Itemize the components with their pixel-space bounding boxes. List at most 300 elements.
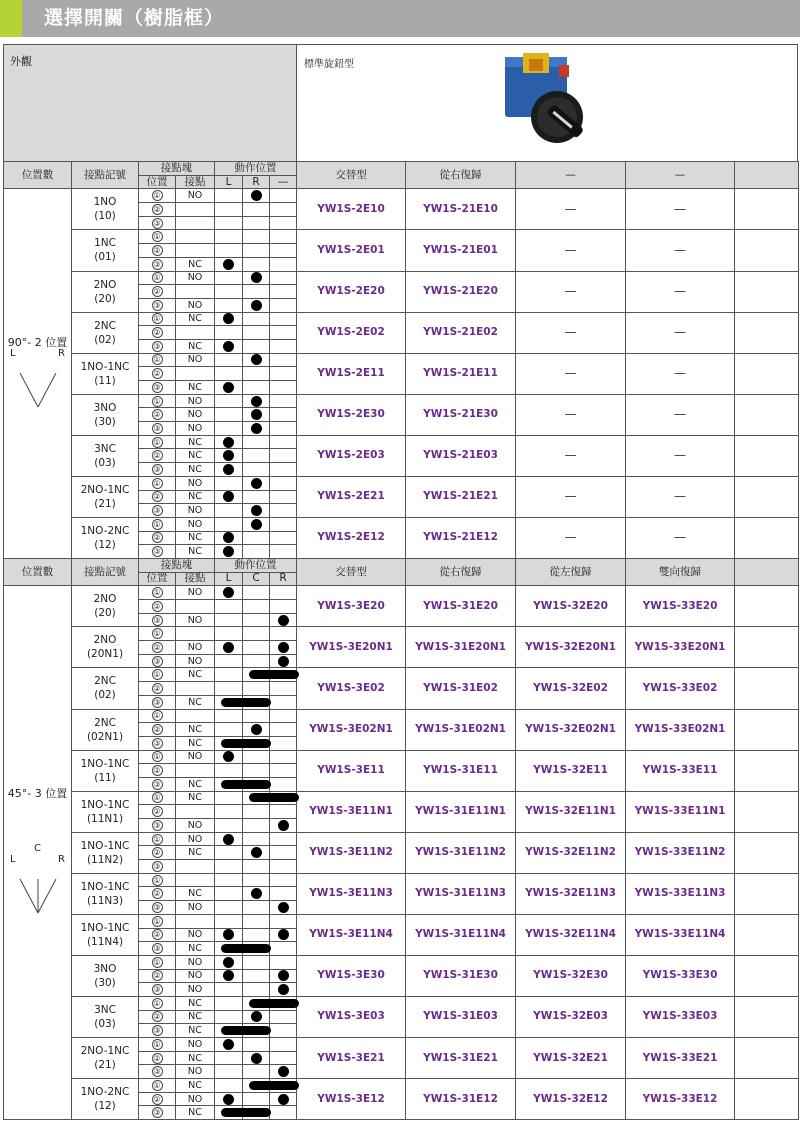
model-empty bbox=[735, 586, 799, 627]
contact-type: NO bbox=[176, 408, 215, 422]
contact-closed-dot bbox=[278, 984, 289, 995]
action-L bbox=[215, 394, 243, 408]
action-L bbox=[215, 600, 243, 614]
position-number: ③ bbox=[153, 1067, 161, 1077]
model-number: YW1S-32E12 bbox=[516, 1079, 626, 1120]
contact-type bbox=[176, 682, 215, 696]
action-L bbox=[215, 203, 243, 217]
position-number: ② bbox=[153, 971, 161, 981]
position-number: ③ bbox=[153, 1108, 161, 1118]
action-R bbox=[270, 955, 297, 969]
col-L: L bbox=[215, 175, 243, 189]
col-action-3: 動作位置 bbox=[215, 558, 297, 572]
action-R bbox=[270, 901, 297, 915]
col-right-return-3: 從右復歸 bbox=[406, 558, 516, 585]
model-dash: — bbox=[516, 312, 626, 353]
marking-name: 2NO bbox=[93, 278, 117, 291]
contact-closed-dot bbox=[251, 423, 262, 434]
contact-type: NO bbox=[176, 832, 215, 846]
contact-closed-dot bbox=[223, 642, 234, 653]
contact-marking bbox=[72, 394, 139, 435]
marking-code: (21) bbox=[94, 497, 116, 510]
contact-marking bbox=[72, 791, 139, 832]
position-number: ① bbox=[153, 437, 161, 447]
marking-code: (02N1) bbox=[86, 730, 124, 743]
contact-closed-dot bbox=[223, 532, 234, 543]
contact-closed-bar bbox=[221, 1026, 271, 1035]
position-number: ② bbox=[153, 369, 161, 379]
position-number: ② bbox=[153, 492, 161, 502]
position-number: ① bbox=[153, 793, 161, 803]
action-R bbox=[270, 613, 297, 627]
contact-type: NO bbox=[176, 517, 215, 531]
contact-closed-dot bbox=[223, 382, 234, 393]
action-L bbox=[215, 381, 243, 395]
contact-type: NC bbox=[176, 723, 215, 737]
position-number: ③ bbox=[153, 382, 161, 392]
diagram-center-label: C bbox=[34, 843, 41, 855]
model-dash: — bbox=[516, 230, 626, 271]
marking-code: (11N1) bbox=[86, 812, 124, 825]
header-accent bbox=[0, 0, 22, 37]
model-number: YW1S-3E11 bbox=[297, 750, 406, 791]
model-number: YW1S-32E20 bbox=[516, 586, 626, 627]
marking-name: 2NC bbox=[94, 716, 116, 729]
action-L bbox=[215, 531, 243, 545]
position-cell bbox=[139, 1106, 176, 1120]
action-C bbox=[243, 846, 270, 860]
model-dash: — bbox=[626, 476, 735, 517]
model-empty bbox=[735, 914, 799, 955]
table-row bbox=[4, 1038, 799, 1052]
contact-type: NC bbox=[176, 791, 215, 805]
contact-type bbox=[176, 914, 215, 928]
contact-closed-dot bbox=[223, 450, 234, 461]
position-cell bbox=[139, 860, 176, 874]
action-L bbox=[215, 476, 243, 490]
action-R bbox=[243, 230, 270, 244]
contact-type: NC bbox=[176, 1106, 215, 1120]
position-cell bbox=[139, 654, 176, 668]
model-number: YW1S-33E30 bbox=[626, 955, 735, 996]
marking-name: 3NC bbox=[94, 1003, 116, 1016]
position-cell bbox=[139, 326, 176, 340]
action-L bbox=[215, 750, 243, 764]
contact-type: NO bbox=[176, 969, 215, 983]
marking-code: (30) bbox=[94, 415, 116, 428]
contact-closed-dot bbox=[251, 888, 262, 899]
table-row bbox=[4, 791, 799, 805]
position-number: ③ bbox=[153, 779, 161, 789]
model-dash: — bbox=[626, 435, 735, 476]
position-number: ② bbox=[153, 533, 161, 543]
model-dash: — bbox=[516, 476, 626, 517]
model-number: YW1S-2E21 bbox=[297, 476, 406, 517]
model-number: YW1S-32E02N1 bbox=[516, 709, 626, 750]
position-cell bbox=[139, 668, 176, 682]
action-L bbox=[215, 408, 243, 422]
action-L bbox=[215, 805, 243, 819]
contact-closed-dot bbox=[251, 505, 262, 516]
position-cell bbox=[139, 914, 176, 928]
marking-code: (20N1) bbox=[86, 648, 124, 661]
action-R bbox=[270, 887, 297, 901]
action-L bbox=[215, 928, 243, 942]
action-C bbox=[243, 682, 270, 696]
model-dash: — bbox=[516, 435, 626, 476]
action-R bbox=[270, 846, 297, 860]
contact-type: NO bbox=[176, 476, 215, 490]
action-dash bbox=[270, 394, 297, 408]
contact-type: NC bbox=[176, 1010, 215, 1024]
table-row bbox=[4, 873, 799, 887]
model-number: YW1S-33E11N3 bbox=[626, 873, 735, 914]
action-dash bbox=[270, 490, 297, 504]
contact-type: NC bbox=[176, 531, 215, 545]
col-positions-3: 位置數 bbox=[4, 558, 72, 585]
table-row bbox=[4, 353, 799, 367]
three-position-section bbox=[4, 558, 799, 1119]
contact-closed-bar bbox=[221, 1108, 271, 1117]
contact-closed-dot bbox=[251, 1011, 262, 1022]
col-both-return-3: 雙向復歸 bbox=[626, 558, 735, 585]
contact-closed-dot bbox=[251, 272, 262, 283]
position-cell bbox=[139, 463, 176, 477]
marking-name: 1NO-1NC bbox=[80, 798, 130, 811]
position-number: ① bbox=[153, 875, 161, 885]
action-dash bbox=[270, 449, 297, 463]
position-cell bbox=[139, 942, 176, 956]
position-number: ③ bbox=[153, 547, 161, 557]
appearance-type-label: 標準旋鈕型 bbox=[304, 59, 354, 70]
model-number: YW1S-3E20 bbox=[297, 586, 406, 627]
marking-name: 1NO-2NC bbox=[80, 1086, 130, 1099]
model-number: YW1S-21E12 bbox=[406, 517, 516, 558]
action-dash bbox=[270, 203, 297, 217]
action-dash bbox=[270, 422, 297, 436]
contact-type bbox=[176, 805, 215, 819]
position-number: ① bbox=[153, 232, 161, 242]
model-number: YW1S-31E03 bbox=[406, 996, 516, 1037]
action-R bbox=[243, 463, 270, 477]
model-number: YW1S-21E10 bbox=[406, 189, 516, 230]
action-R bbox=[243, 504, 270, 518]
action-L bbox=[215, 791, 243, 805]
action-C bbox=[243, 914, 270, 928]
action-R bbox=[270, 764, 297, 778]
marking-code: (11N2) bbox=[86, 853, 124, 866]
position-cell bbox=[139, 435, 176, 449]
action-C bbox=[243, 709, 270, 723]
position-cell bbox=[139, 408, 176, 422]
contact-type: NO bbox=[176, 1038, 215, 1052]
position-number: ③ bbox=[153, 464, 161, 474]
position-cell bbox=[139, 449, 176, 463]
col-contact-3: 接點 bbox=[176, 572, 215, 586]
model-empty bbox=[735, 312, 799, 353]
model-empty bbox=[735, 996, 799, 1037]
position-number: ① bbox=[153, 752, 161, 762]
two-position-label: 90°- 2 位置 bbox=[7, 335, 68, 349]
contact-type: NC bbox=[176, 668, 215, 682]
action-R bbox=[243, 257, 270, 271]
action-R bbox=[243, 531, 270, 545]
contact-closed-dot bbox=[278, 1066, 289, 1077]
model-number: YW1S-21E30 bbox=[406, 394, 516, 435]
contact-closed-dot bbox=[278, 642, 289, 653]
action-R bbox=[243, 422, 270, 436]
action-dash bbox=[270, 326, 297, 340]
diagram-label-0: L bbox=[10, 347, 16, 359]
contact-type bbox=[176, 627, 215, 641]
action-L bbox=[215, 244, 243, 258]
position-cell bbox=[139, 969, 176, 983]
col-pos-3: 位置 bbox=[139, 572, 176, 586]
contact-type: NO bbox=[176, 901, 215, 915]
contact-marking bbox=[72, 189, 139, 230]
contact-type: NO bbox=[176, 189, 215, 203]
contact-closed-dot bbox=[223, 834, 234, 845]
contact-marking bbox=[72, 1038, 139, 1079]
contact-closed-dot bbox=[223, 437, 234, 448]
position-cell bbox=[139, 832, 176, 846]
action-L bbox=[215, 832, 243, 846]
position-cell bbox=[139, 750, 176, 764]
model-dash: — bbox=[626, 353, 735, 394]
position-number: ① bbox=[153, 916, 161, 926]
position-number: ② bbox=[153, 930, 161, 940]
marking-code: (21) bbox=[94, 1059, 116, 1072]
position-number: ③ bbox=[153, 1026, 161, 1036]
action-L bbox=[215, 682, 243, 696]
col-alternate: 交替型 bbox=[297, 162, 406, 189]
position-number: ② bbox=[153, 642, 161, 652]
position-number: ③ bbox=[153, 697, 161, 707]
position-cell bbox=[139, 736, 176, 750]
position-number: ② bbox=[153, 766, 161, 776]
contact-closed-dot bbox=[251, 354, 262, 365]
position-number: ① bbox=[153, 396, 161, 406]
contact-closed-dot bbox=[251, 409, 262, 420]
three-position-label: 45°- 3 位置 bbox=[7, 787, 68, 801]
model-dash: — bbox=[516, 271, 626, 312]
contact-closed-dot bbox=[223, 1039, 234, 1050]
contact-closed-dot bbox=[223, 587, 234, 598]
col-empty bbox=[735, 162, 799, 189]
model-number: YW1S-31E11N3 bbox=[406, 873, 516, 914]
action-C bbox=[243, 1010, 270, 1024]
position-number: ③ bbox=[153, 341, 161, 351]
position-number: ② bbox=[153, 807, 161, 817]
model-number: YW1S-3E11N2 bbox=[297, 832, 406, 873]
model-empty bbox=[735, 750, 799, 791]
contact-marking bbox=[72, 353, 139, 394]
model-number: YW1S-33E21 bbox=[626, 1038, 735, 1079]
action-L bbox=[215, 613, 243, 627]
col-R: R bbox=[243, 175, 270, 189]
model-dash: — bbox=[516, 394, 626, 435]
action-C bbox=[243, 654, 270, 668]
position-number: ② bbox=[153, 1012, 161, 1022]
action-R bbox=[243, 545, 270, 559]
model-number: YW1S-31E11N4 bbox=[406, 914, 516, 955]
position-cell bbox=[139, 983, 176, 997]
contact-type: NC bbox=[176, 381, 215, 395]
model-empty bbox=[735, 1038, 799, 1079]
model-number: YW1S-3E21 bbox=[297, 1038, 406, 1079]
contact-type: NO bbox=[176, 271, 215, 285]
action-dash bbox=[270, 353, 297, 367]
model-empty bbox=[735, 832, 799, 873]
position-cell bbox=[139, 586, 176, 600]
contact-closed-dot bbox=[278, 902, 289, 913]
model-number: YW1S-32E20N1 bbox=[516, 627, 626, 668]
action-L bbox=[215, 983, 243, 997]
action-R bbox=[270, 1106, 297, 1120]
position-number: ② bbox=[153, 848, 161, 858]
action-L bbox=[215, 627, 243, 641]
contact-closed-bar bbox=[249, 793, 299, 802]
contact-type bbox=[176, 244, 215, 258]
contact-marking bbox=[72, 832, 139, 873]
col-dash-2: — bbox=[626, 162, 735, 189]
contact-closed-bar bbox=[249, 1081, 299, 1090]
position-cell bbox=[139, 695, 176, 709]
model-empty bbox=[735, 791, 799, 832]
position-number: ① bbox=[153, 191, 161, 201]
model-number: YW1S-33E12 bbox=[626, 1079, 735, 1120]
position-cell bbox=[139, 641, 176, 655]
col-block: 接點塊 bbox=[139, 162, 215, 176]
action-C bbox=[243, 600, 270, 614]
contact-type: NC bbox=[176, 777, 215, 791]
position-number: ③ bbox=[153, 423, 161, 433]
action-R bbox=[243, 449, 270, 463]
position-cell bbox=[139, 901, 176, 915]
contact-marking bbox=[72, 586, 139, 627]
col-L-3: L bbox=[215, 572, 243, 586]
position-cell bbox=[139, 1079, 176, 1093]
contact-type: NC bbox=[176, 435, 215, 449]
marking-code: (01) bbox=[94, 251, 116, 264]
action-L bbox=[215, 723, 243, 737]
model-number: YW1S-31E12 bbox=[406, 1079, 516, 1120]
position-cell bbox=[139, 1092, 176, 1106]
position-number: ③ bbox=[153, 300, 161, 310]
model-number: YW1S-2E03 bbox=[297, 435, 406, 476]
position-number: ① bbox=[153, 629, 161, 639]
position-cell bbox=[139, 517, 176, 531]
contact-closed-dot bbox=[251, 478, 262, 489]
action-L bbox=[215, 901, 243, 915]
marking-code: (20) bbox=[94, 292, 116, 305]
contact-type: NC bbox=[176, 449, 215, 463]
action-L bbox=[215, 285, 243, 299]
action-L bbox=[215, 517, 243, 531]
action-L bbox=[215, 1024, 243, 1038]
spec-table bbox=[3, 161, 799, 1120]
action-R bbox=[243, 435, 270, 449]
position-cell bbox=[139, 367, 176, 381]
model-number: YW1S-21E03 bbox=[406, 435, 516, 476]
position-cell bbox=[139, 764, 176, 778]
marking-name: 2NO bbox=[93, 634, 117, 647]
action-dash bbox=[270, 435, 297, 449]
two-position-section bbox=[4, 162, 799, 559]
position-number: ③ bbox=[153, 902, 161, 912]
action-L bbox=[215, 846, 243, 860]
position-number: ① bbox=[153, 998, 161, 1008]
action-L bbox=[215, 230, 243, 244]
contact-type bbox=[176, 600, 215, 614]
contact-closed-bar bbox=[221, 739, 271, 748]
model-number: YW1S-33E11N1 bbox=[626, 791, 735, 832]
model-number: YW1S-31E11N2 bbox=[406, 832, 516, 873]
contact-type: NC bbox=[176, 1079, 215, 1093]
action-L bbox=[215, 271, 243, 285]
col-marking-3: 接點記號 bbox=[72, 558, 139, 585]
action-C bbox=[243, 955, 270, 969]
model-empty bbox=[735, 435, 799, 476]
model-number: YW1S-31E11N1 bbox=[406, 791, 516, 832]
contact-closed-dot bbox=[223, 341, 234, 352]
contact-type: NC bbox=[176, 312, 215, 326]
action-C bbox=[243, 1079, 270, 1093]
action-dash bbox=[270, 476, 297, 490]
action-R bbox=[243, 408, 270, 422]
action-C bbox=[243, 750, 270, 764]
action-L bbox=[215, 1106, 243, 1120]
action-C bbox=[243, 805, 270, 819]
position-cell bbox=[139, 189, 176, 203]
position-cell bbox=[139, 1065, 176, 1079]
contact-type: NO bbox=[176, 983, 215, 997]
contact-marking bbox=[72, 517, 139, 558]
model-empty bbox=[735, 230, 799, 271]
position-number: ② bbox=[153, 410, 161, 420]
action-L bbox=[215, 709, 243, 723]
action-dash bbox=[270, 504, 297, 518]
model-number: YW1S-2E11 bbox=[297, 353, 406, 394]
action-L bbox=[215, 1065, 243, 1079]
action-R bbox=[243, 298, 270, 312]
contact-marking bbox=[72, 914, 139, 955]
contact-type bbox=[176, 203, 215, 217]
action-L bbox=[215, 860, 243, 874]
contact-marking bbox=[72, 271, 139, 312]
position-number: ② bbox=[153, 889, 161, 899]
action-L bbox=[215, 449, 243, 463]
action-L bbox=[215, 969, 243, 983]
action-R bbox=[243, 203, 270, 217]
model-dash: — bbox=[626, 394, 735, 435]
action-R bbox=[243, 517, 270, 531]
position-cell bbox=[139, 955, 176, 969]
action-R bbox=[243, 367, 270, 381]
action-dash bbox=[270, 517, 297, 531]
model-number: YW1S-21E01 bbox=[406, 230, 516, 271]
contact-type: NO bbox=[176, 504, 215, 518]
action-L bbox=[215, 339, 243, 353]
two-position-label-cell bbox=[4, 189, 72, 559]
model-number: YW1S-33E20 bbox=[626, 586, 735, 627]
col-C-3: C bbox=[243, 572, 270, 586]
action-R bbox=[270, 942, 297, 956]
diagram-label-1: R bbox=[58, 854, 65, 866]
diagram-labels bbox=[4, 348, 71, 359]
model-dash: — bbox=[516, 189, 626, 230]
action-R bbox=[243, 490, 270, 504]
